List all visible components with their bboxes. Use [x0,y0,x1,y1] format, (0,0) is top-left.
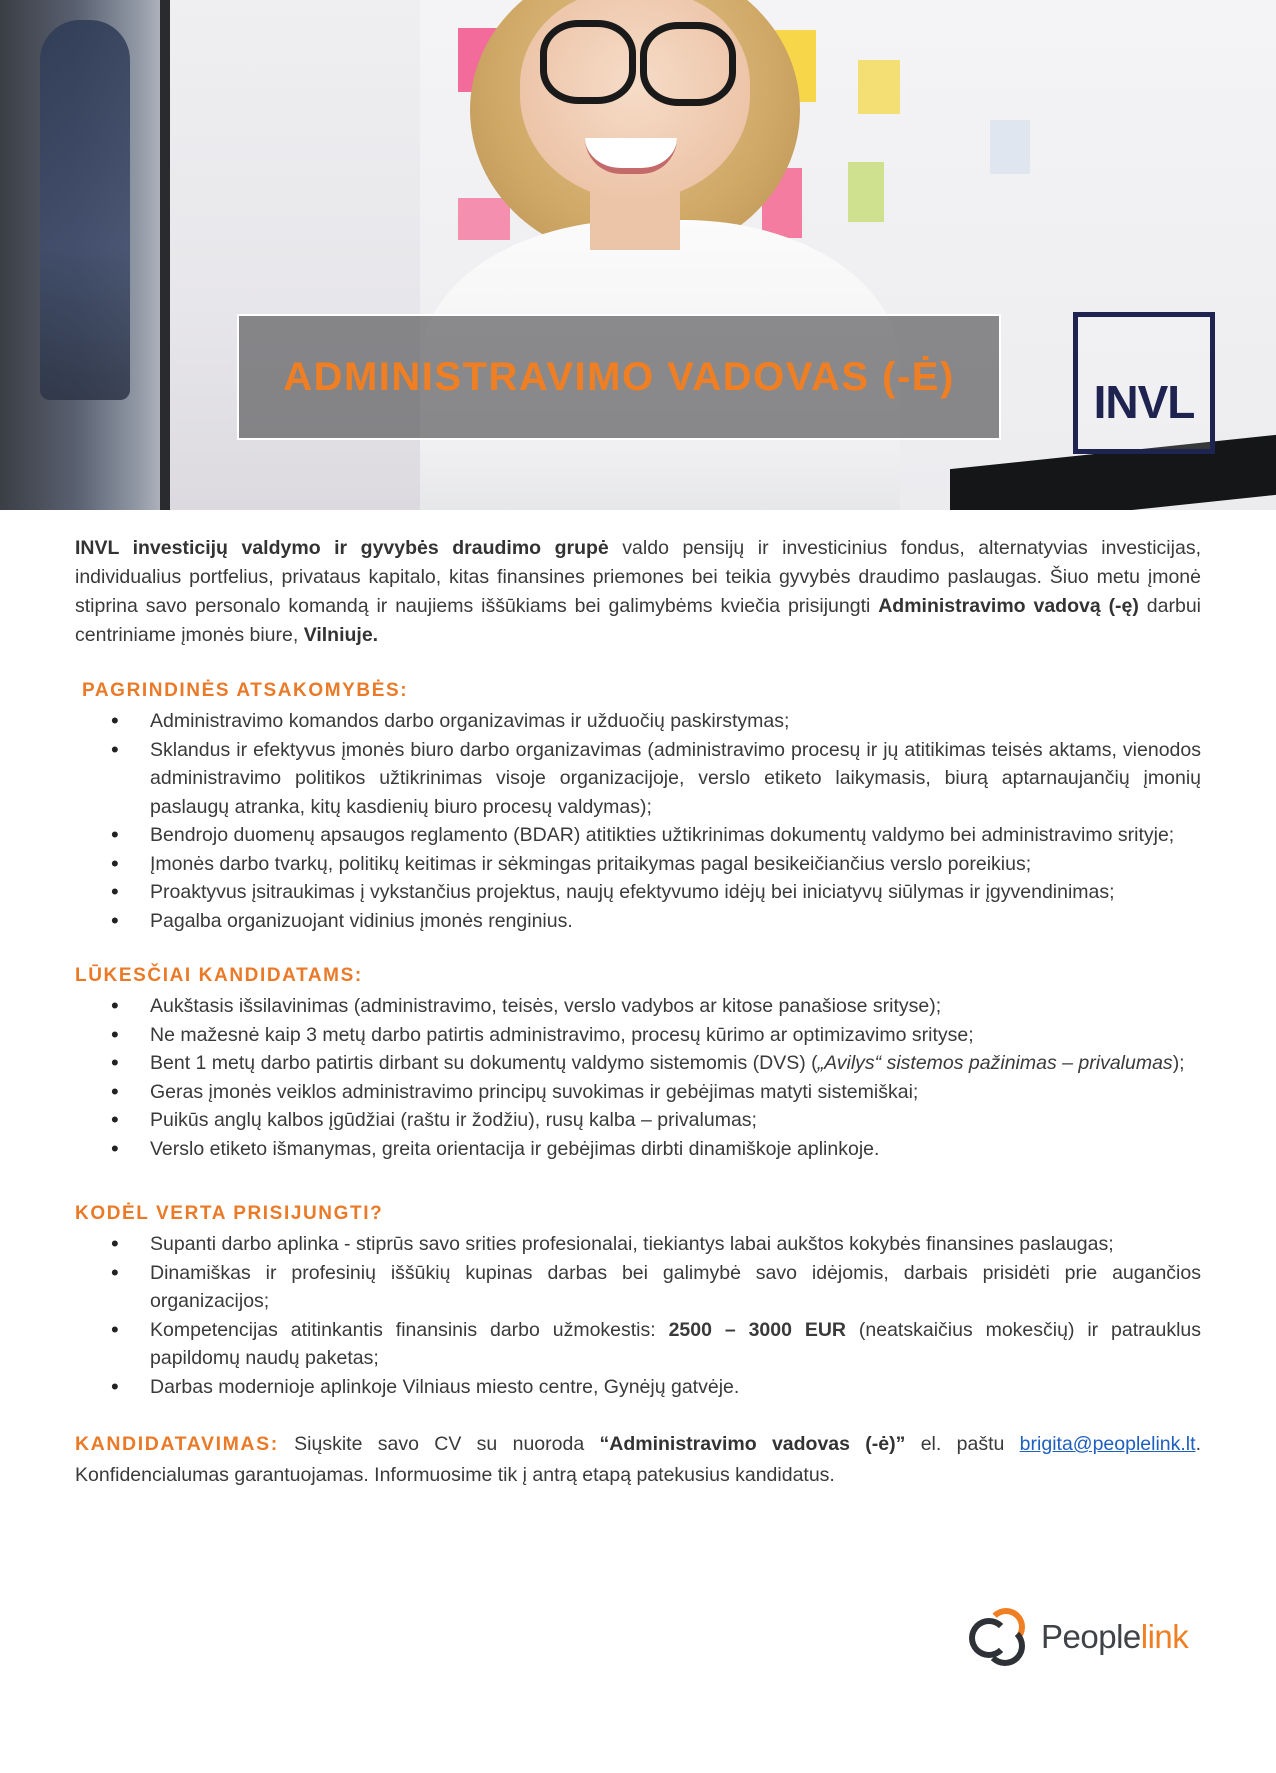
list-item: • Geras įmonės veiklos administravimo principų suvokimas ir gebėjimas matyti sistemiškai; [75,1078,1201,1107]
application-paragraph [75,1429,1201,1491]
sticky-note [990,120,1030,174]
list-item: • Įmonės darbo tvarkų, politikų keitimas ir sėkmingas pritaikymas pagal besikeičiančius verslo poreikius; [75,850,1201,879]
responsibilities-list [75,707,1201,935]
job-title: ADMINISTRAVIMO VADOVAS (-Ė) [283,354,955,399]
list-item: • Aukštasis išsilavinimas (administravimo, teisės, verslo vadybos ar kitose panašiose srityse); [75,992,1201,1021]
city-name: Vilniuje. [303,624,379,646]
list-item: • Ne mažesnė kaip 3 metų darbo patirtis administravimo, procesų kūrimo ar optimizavimo srityse; [75,1021,1201,1050]
intro-text: darbui centriniame įmonės biure, [75,595,1202,646]
intro-paragraph [75,534,1201,650]
why-join-list [75,1230,1201,1401]
list-item-text: (neatskaičius mokesčių) ir patrauklus papildomų naudų paketas; [150,1318,1202,1369]
wordmark-accent: link [1140,1618,1189,1655]
salary-range: 2500 – 3000 EUR [668,1318,847,1341]
invl-logo-text: INVL [1093,376,1195,428]
email-link[interactable]: brigita@peoplelink.lt [1019,1433,1196,1455]
hero-glasses-right [640,22,736,106]
list-item: • Proaktyvus įsitraukimas į vykstančius projektus, naujų efektyvumo idėjų bei iniciatyvų siūlymas ir įgyvendinimas; [75,878,1201,907]
list-item-text: ); [1172,1052,1185,1074]
list-item [75,1316,1201,1373]
hero-glasses-left [540,20,636,104]
application-reference: “Administravimo vadovas (-ė)” [599,1433,906,1455]
hero-banner [0,0,1276,510]
list-item-text: Bent 1 metų darbo patirtis dirbant su dokumentų valdymo sistemomis (DVS) ( [150,1052,818,1074]
why-join-heading: KODĖL VERTA PRISIJUNGTI? [75,1203,384,1224]
list-item: • Sklandus ir efektyvus įmonės biuro darbo organizavimas (administravimo procesų ir jų atitikimas teisės aktams, vienodos administravimo politikos užtikrinimas visoje organizacijoje, verslo etiketo laikymasis, biurą aptarnaujančių įmonių paslaugų atranka, kitų kasdienių biuro procesų valdymas); [75,736,1201,822]
sticky-note [858,60,900,114]
list-item: • Bendrojo duomenų apsaugos reglamento (BDAR) atitikties užtikrinimas dokumentų valdymo bei administravimo srityje; [75,821,1201,850]
application-text: Siųskite savo CV su nuoroda [278,1433,600,1455]
hero-background-person [40,20,130,400]
list-item: • Supanti darbo aplinka - stiprūs savo srities profesionalai, tiekiantys labai aukštos kokybės finansines paslaugas; [75,1230,1201,1259]
intro-text: valdo pensijų ir investicinius fondus, alternatyvias investicijas, individualius portfelius, privataus kapitalo, kitas finansines priemones bei teikia gyvybės draudimo paslaugas. Šiuo metu įmonė stiprina savo personalo komandą ir naujiems iššūkiams bei galimybėms kviečia prisijungti [75,537,1201,617]
expectations-list [75,992,1201,1163]
application-text: . Konfidencialumas garantuojamas. Informuosime tik į antrą etapą patekusius kandidatus. [75,1433,1201,1486]
job-title-box [237,314,1001,440]
list-item: • Pagalba organizuojant vidinius įmonės renginius. [75,907,1201,936]
peoplelink-rings-icon [965,1604,1031,1670]
list-item: • Darbas modernioje aplinkoje Vilniaus miesto centre, Gynėjų gatvėje. [75,1373,1201,1402]
peoplelink-logo [965,1601,1205,1673]
list-item: • Dinamiškas ir profesinių iššūkių kupinas darbas bei galimybė savo idėjomis, darbais prisidėti prie augančios organizacijos; [75,1259,1201,1316]
list-item-text: Kompetencijas atitinkantis finansinis darbo užmokestis: [150,1318,669,1341]
job-description [75,534,1201,1491]
sticky-note [848,162,884,222]
position-name: Administravimo vadovą (-ę) [878,595,1139,617]
sticky-note [458,198,510,240]
list-item: • Puikūs anglų kalbos įgūdžiai (raštu ir žodžiu), rusų kalba – privalumas; [75,1106,1201,1135]
company-name: INVL investicijų valdymo ir gyvybės draudimo grupė [75,537,609,559]
wordmark-main: People [1041,1618,1141,1655]
list-item [75,1049,1201,1078]
expectations-heading: LŪKESČIAI KANDIDATAMS: [75,965,363,986]
list-item: • Verslo etiketo išmanymas, greita orientacija ir gebėjimas dirbti dinamiškoje aplinkoje. [75,1135,1201,1164]
list-item: • Administravimo komandos darbo organizavimas ir užduočių paskirstymas; [75,707,1201,736]
invl-logo [1073,312,1215,454]
peoplelink-wordmark [1041,1618,1188,1656]
hero-window-frame [160,0,170,510]
application-label: KANDIDATAVIMAS: [75,1433,279,1455]
list-item-italic: „Avilys“ sistemos pažinimas – privalumas [817,1052,1173,1074]
application-text: el. paštu [905,1433,1020,1455]
responsibilities-heading: PAGRINDINĖS ATSAKOMYBĖS: [82,680,409,701]
